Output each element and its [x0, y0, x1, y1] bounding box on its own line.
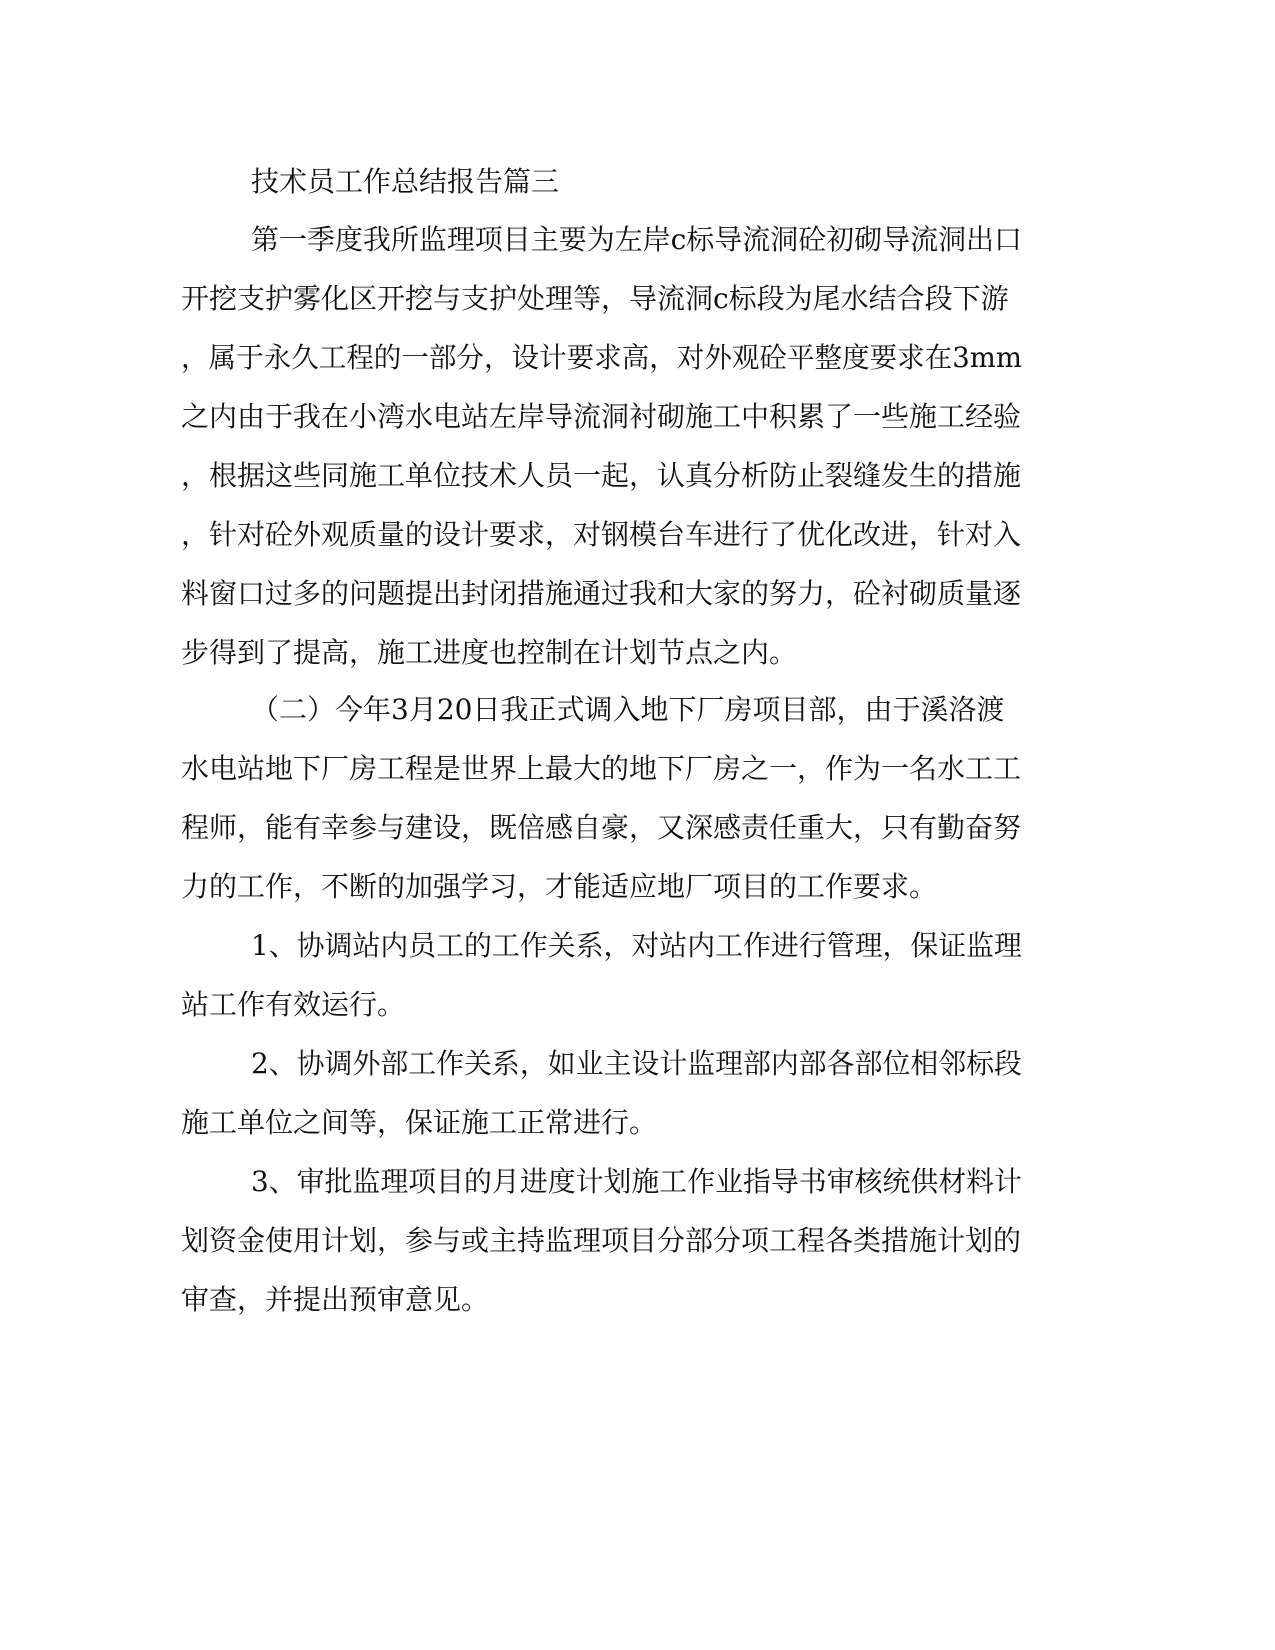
line-text: 开挖支护雾化区开挖与支护处理等，导流洞c标段为尾水结合段下游	[181, 282, 1009, 315]
line-text: 水电站地下厂房工程是世界上最大的地下厂房之一，作为一名水工工	[181, 752, 1022, 785]
line-text: 1、协调站内员工的工作关系，对站内工作进行管理，保证监理	[251, 929, 1022, 962]
line-text: ，根据这些同施工单位技术人员一起，认真分析防止裂缝发生的措施	[181, 459, 1022, 492]
paragraph-line	[0, 395, 1275, 439]
paragraph-line	[0, 1101, 1275, 1145]
paragraph-line	[0, 513, 1275, 557]
paragraph-line	[0, 865, 1275, 909]
paragraph-line	[0, 1160, 1275, 1204]
paragraph-line	[0, 924, 1275, 968]
paragraph-line	[0, 1042, 1275, 1086]
paragraph-line	[0, 747, 1275, 791]
line-text: 第一季度我所监理项目主要为左岸c标导流洞砼初砌导流洞出口	[251, 223, 1022, 256]
line-text: ，属于永久工程的一部分，设计要求高，对外观砼平整度要求在3mm	[181, 341, 1022, 374]
paragraph-line	[0, 631, 1275, 675]
line-text: （二）今年3月20日我正式调入地下厂房项目部，由于溪洛渡	[251, 693, 1005, 726]
paragraph-line	[0, 1219, 1275, 1263]
line-text: 划资金使用计划，参与或主持监理项目分部分项工程各类措施计划的	[181, 1224, 1022, 1257]
paragraph-line	[0, 572, 1275, 616]
line-text: 料窗口过多的问题提出封闭措施通过我和大家的努力，砼衬砌质量逐	[181, 577, 1022, 610]
title-text: 技术员工作总结报告篇三	[251, 165, 560, 198]
paragraph-line	[0, 277, 1275, 321]
paragraph-line	[0, 454, 1275, 498]
line-text: 步得到了提高，施工进度也控制在计划节点之内。	[181, 636, 798, 669]
line-text: 之内由于我在小湾水电站左岸导流洞衬砌施工中积累了一些施工经验	[181, 400, 1022, 433]
line-text: 3、审批监理项目的月进度计划施工作业指导书审核统供材料计	[251, 1165, 1022, 1198]
paragraph-line	[0, 336, 1275, 380]
paragraph-line	[0, 1278, 1275, 1322]
paragraph-line	[0, 806, 1275, 850]
line-text: 站工作有效运行。	[181, 988, 406, 1021]
paragraph-line	[0, 218, 1275, 262]
line-text: ，针对砼外观质量的设计要求，对钢模台车进行了优化改进，针对入	[181, 518, 1022, 551]
paragraph-line	[0, 688, 1275, 732]
line-text: 力的工作，不断的加强学习，才能适应地厂项目的工作要求。	[181, 870, 938, 903]
line-text: 2、协调外部工作关系，如业主设计监理部内部各部位相邻标段	[251, 1047, 1022, 1080]
line-text: 程师，能有幸参与建设，既倍感自豪，又深感责任重大，只有勤奋努	[181, 811, 1022, 844]
line-text: 施工单位之间等，保证施工正常进行。	[181, 1106, 658, 1139]
line-text: 审查，并提出预审意见。	[181, 1283, 490, 1316]
document-title	[0, 160, 1275, 204]
paragraph-line	[0, 983, 1275, 1027]
